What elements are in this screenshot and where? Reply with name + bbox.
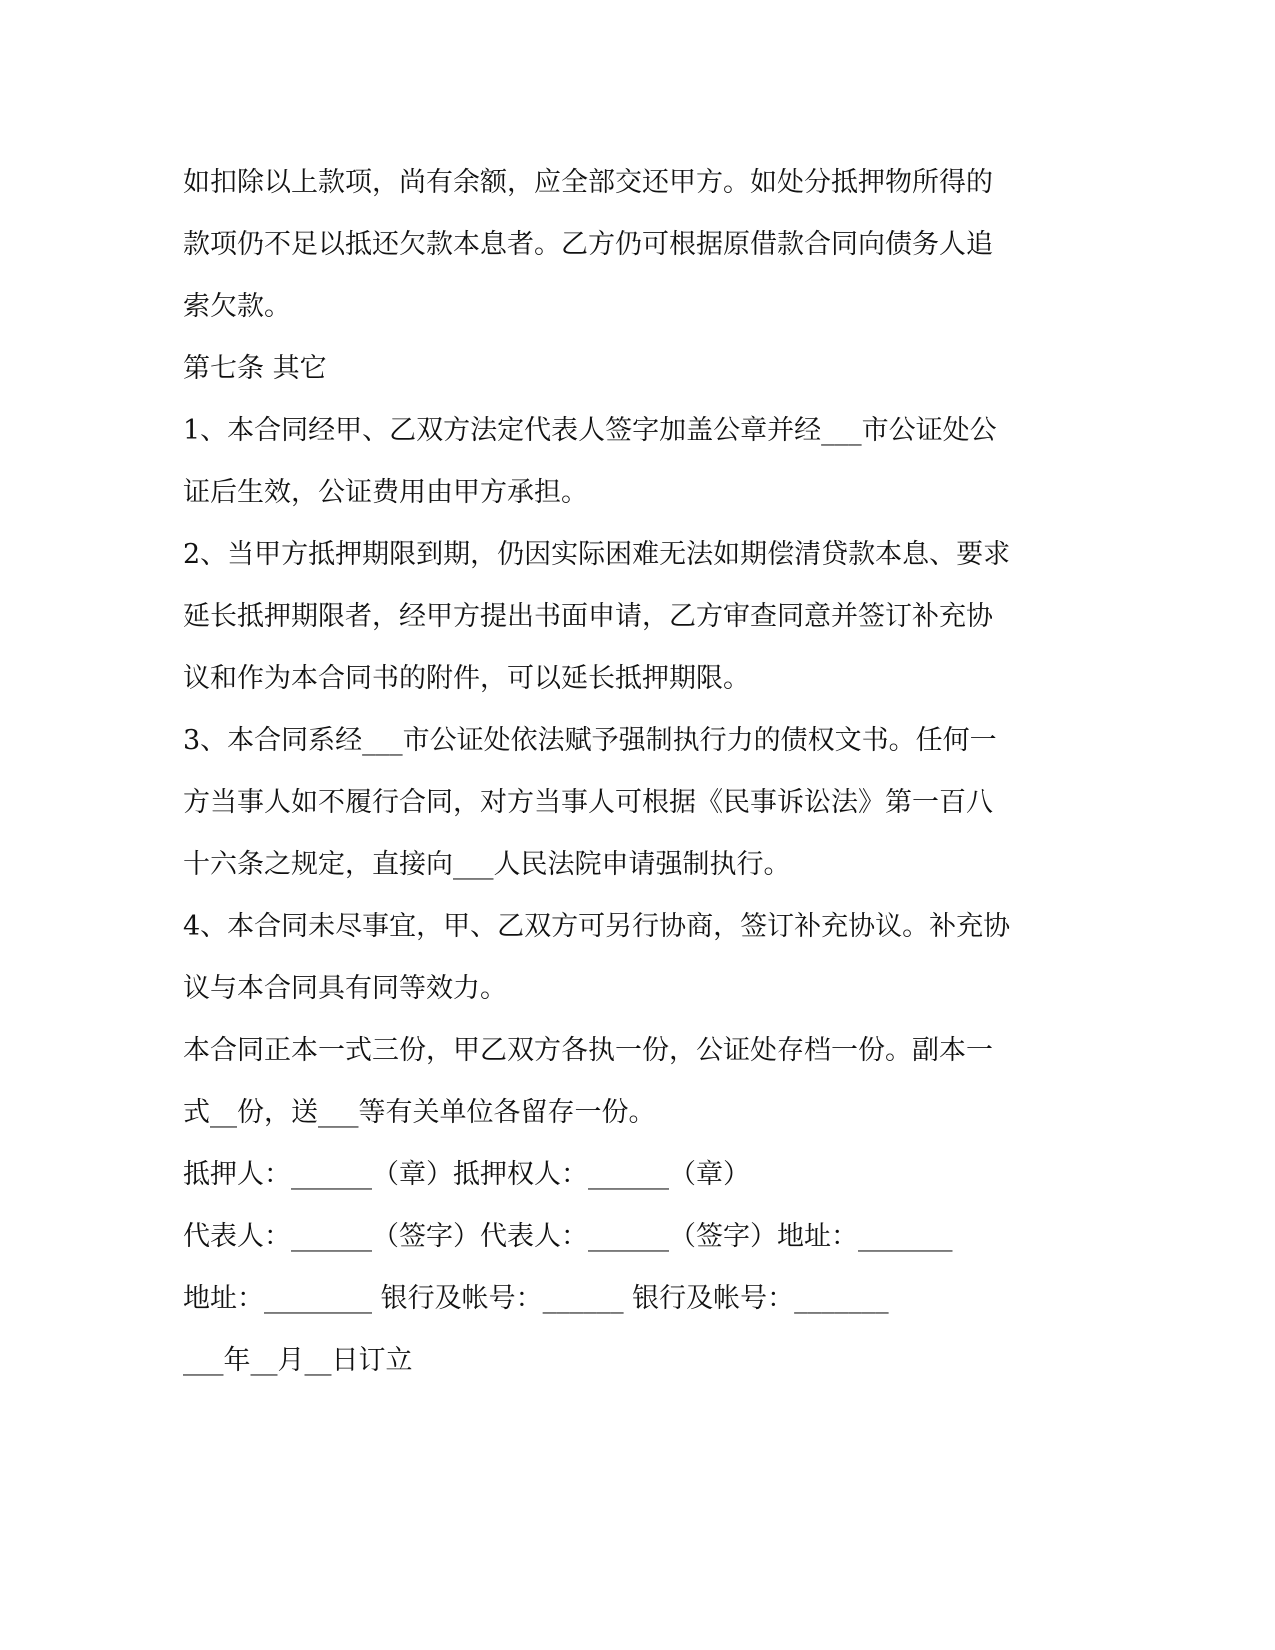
clause-4-line: 议与本合同具有同等效力。: [183, 973, 507, 1004]
clause-2-line: 2、当甲方抵押期限到期，仍因实际困难无法如期偿清贷款本息、要求: [183, 539, 1011, 570]
clause-3-line: 十六条之规定，直接向___人民法院申请强制执行。: [183, 849, 791, 880]
document-body: [183, 160, 1053, 1400]
clause-1-line: 证后生效，公证费用由甲方承担。: [183, 477, 588, 508]
paragraph-line: 款项仍不足以抵还欠款本息者。乙方仍可根据原借款合同向债务人追: [183, 229, 993, 260]
copies-statement-line: 本合同正本一式三份，甲乙双方各执一份，公证处存档一份。副本一: [183, 1035, 993, 1066]
clause-2-line: 议和作为本合同书的附件，可以延长抵押期限。: [183, 663, 750, 694]
section-heading: 第七条 其它: [183, 353, 327, 384]
clause-4-line: 4、本合同未尽事宜，甲、乙双方可另行协商，签订补充协议。补充协: [183, 911, 1011, 942]
signature-line-seal: 抵押人：______（章）抵押权人：______（章）: [183, 1159, 750, 1190]
signing-date-line: ___年__月__日订立: [183, 1345, 413, 1376]
copies-statement-line: 式__份，送___等有关单位各留存一份。: [183, 1097, 656, 1128]
clause-3-line: 方当事人如不履行合同，对方当事人可根据《民事诉讼法》第一百八: [183, 787, 993, 818]
clause-1-line: 1、本合同经甲、乙双方法定代表人签字加盖公章并经___市公证处公: [183, 415, 997, 446]
signature-line-representative: 代表人：______（签字）代表人：______（签字）地址：_______: [183, 1221, 953, 1252]
paragraph-line: 如扣除以上款项，尚有余额，应全部交还甲方。如处分抵押物所得的: [183, 167, 993, 198]
clause-2-line: 延长抵押期限者，经甲方提出书面申请，乙方审查同意并签订补充协: [183, 601, 993, 632]
paragraph-line: 索欠款。: [183, 291, 291, 322]
clause-3-line: 3、本合同系经___市公证处依法赋予强制执行力的债权文书。任何一: [183, 725, 997, 756]
signature-line-address-bank: 地址：________ 银行及帐号：______ 银行及帐号：_______: [183, 1283, 889, 1314]
